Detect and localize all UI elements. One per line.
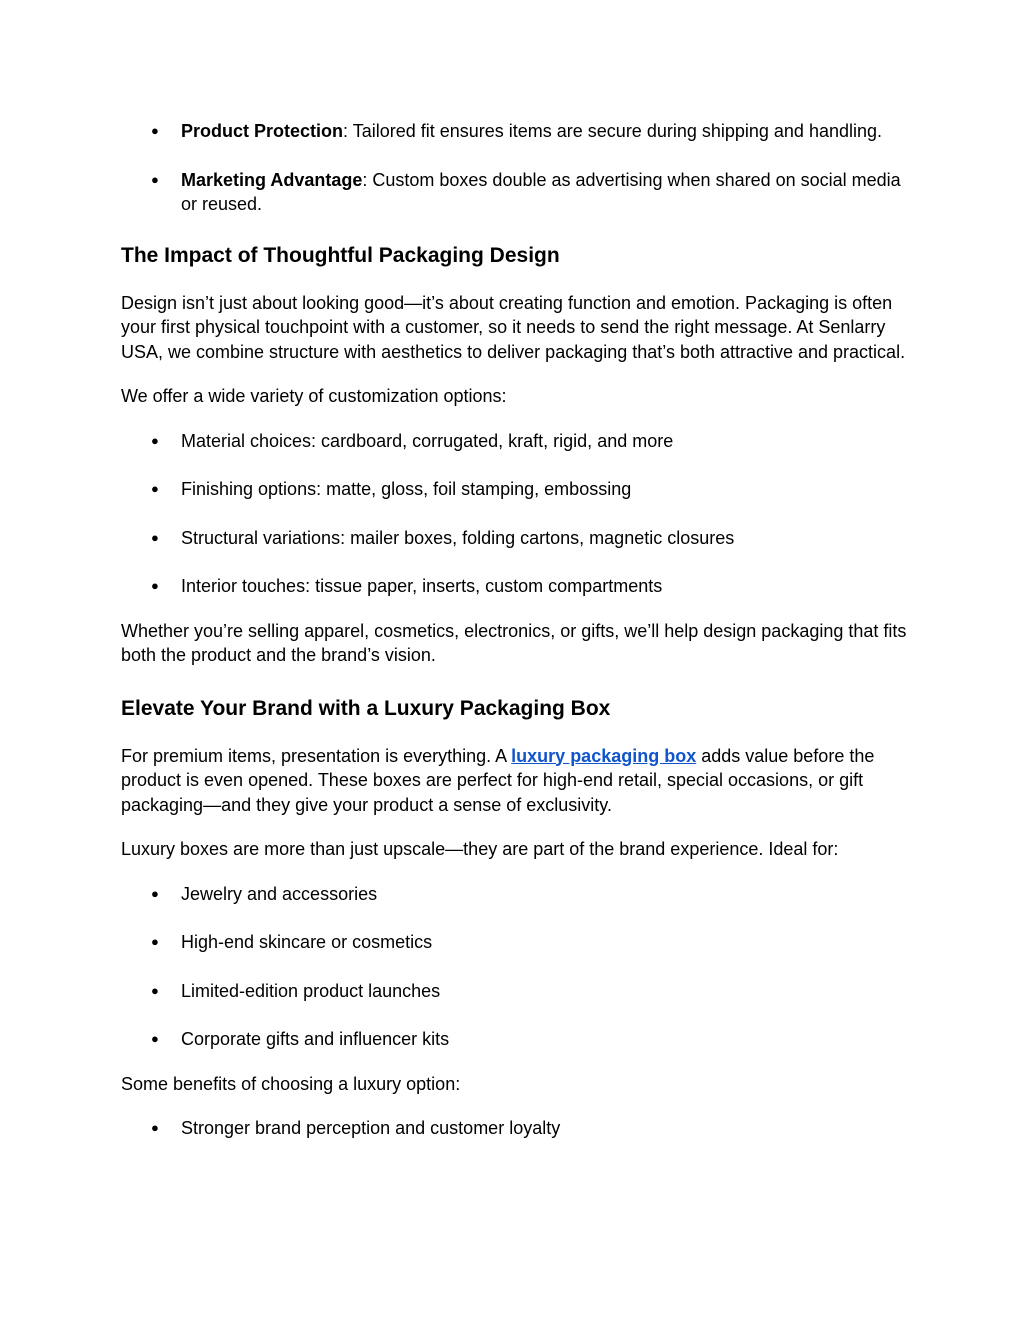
list-item-text: Corporate gifts and influencer kits [181,1029,450,1049]
list-item-term: Product Protection [181,121,344,141]
list-item-text: High-end skincare or cosmetics [181,932,433,952]
bullet-icon: ● [151,171,159,187]
section-heading: The Impact of Thoughtful Packaging Design [121,243,560,267]
paragraph: We offer a wide variety of customization options: [121,386,507,406]
list-item [121,429,911,454]
bullet-icon: ● [151,578,159,593]
bullet-icon: ● [151,1031,159,1046]
list-item-text: Finishing options: matte, gloss, foil stamping, embossing [181,479,632,499]
list-item-text: Structural variations: mailer boxes, folding cartons, magnetic closures [181,527,735,548]
list-item-text: : Tailored fit ensures items are secure during shipping and handling. [343,121,883,141]
bullet-icon: ● [151,123,159,138]
list-item-text: Interior touches: tissue paper, inserts, custom compartments [181,576,663,596]
document-content [121,119,911,1165]
paragraph: Luxury boxes are more than just upscale—they are part of the brand experience. Ideal for: [121,839,839,859]
list-item [121,526,911,551]
customization-options-list [121,429,911,599]
bullet-icon: ● [151,481,159,496]
list-item-text: Stronger brand perception and customer loyalty [181,1118,561,1138]
bullet-icon: ● [151,1120,159,1135]
list-item [121,1027,911,1052]
bullet-icon: ● [151,529,159,545]
list-item-text: Jewelry and accessories [181,883,378,904]
bullet-icon: ● [151,982,159,998]
list-item [121,168,911,217]
list-item [121,119,911,144]
list-item-text: : Custom boxes double as advertising when shared on social media or reused. [181,169,901,214]
list-item [121,979,911,1004]
benefits-list [121,119,911,217]
bullet-icon: ● [151,934,159,949]
paragraph-text: adds value before the product is even opened. These boxes are perfect for high-end retail, special occasions, or gift packaging—and they give your product a sense of exclusivity. [121,745,875,815]
list-item [121,574,911,599]
list-item-term: Marketing Advantage [181,169,363,190]
list-item [121,882,911,907]
paragraph: Some benefits of choosing a luxury option: [121,1073,461,1094]
paragraph-text: For premium items, presentation is everything. A [121,745,512,766]
list-item [121,1116,911,1141]
paragraph: Whether you’re selling apparel, cosmetics, electronics, or gifts, we’ll help design packaging that fits both the product and the brand’s vision. [121,620,907,665]
ideal-for-list [121,882,911,1052]
paragraph: Design isn’t just about looking good—it’s about creating function and emotion. Packaging is often your first physical touchpoint with a customer, so it needs to send the right message. At Senlarry USA, we combine structure with aesthetics to deliver packaging that’s both attractive and practical. [121,292,906,362]
list-item [121,930,911,955]
luxury-benefits-list [121,1116,911,1141]
list-item-text: Material choices: cardboard, corrugated, kraft, rigid, and more [181,430,674,451]
paragraph-with-link [121,744,911,818]
bullet-icon: ● [151,432,159,448]
section-heading: Elevate Your Brand with a Luxury Packaging Box [121,696,611,720]
list-item [121,477,911,502]
luxury-packaging-box-link[interactable]: luxury packaging box [511,745,697,766]
bullet-icon: ● [151,885,159,901]
list-item-text: Limited-edition product launches [181,980,441,1001]
